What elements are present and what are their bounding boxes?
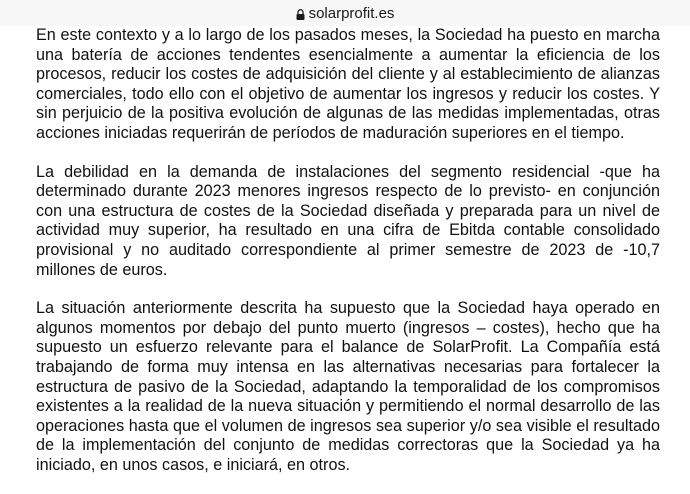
address-bar[interactable]: [0, 0, 690, 26]
lock-icon: [296, 9, 305, 20]
paragraph: En este contexto y a lo largo de los pasados meses, la Sociedad ha puesto en marcha una batería de acciones tendentes esencialmente a aumentar la eficiencia de los procesos, reducir los costes de adquisición del cliente y al establecimiento de alianzas comerciales, todo ello con el objetivo de aumentar los ingresos y reducir los costes. Y sin perjuicio de la positiva evolución de algunas de las medidas implementadas, otras acciones iniciadas requerirán de períodos de maduración superiores en el tiempo.: [36, 26, 660, 142]
paragraph: La debilidad en la demanda de instalaciones del segmento residencial -que ha determinado durante 2023 menores ingresos respecto de lo previsto- en conjunción con una estructura de costes de la Sociedad diseñada y preparada para un nivel de actividad muy superior, ha resultado en una cifra de Ebitda contable consolidado provisional y no auditado correspondiente al primer semestre de 2023 de -10,7 millones de euros.: [36, 162, 660, 279]
paragraph: La situación anteriormente descrita ha supuesto que la Sociedad haya operado en algunos momentos por debajo del punto muerto (ingresos – costes), hecho que ha supuesto un esfuerzo relevante para el balance de SolarProfit. La Compañía está trabajando de forma muy intensa en las alternativas necesarias para fortalecer la estructura de pasivo de la Sociedad, adaptando la temporalidad de los compromisos existentes a la realidad de la nueva situación y permitiendo el normal desarrollo de las operaciones hasta que el volumen de ingresos sea superior y/o sea visible el resultado de la implementación del conjunto de medidas correctoras que la Sociedad ya ha iniciado, en unos casos, e iniciará, en otros.: [36, 299, 660, 474]
article-body: [36, 26, 660, 494]
url-text[interactable]: solarprofit.es: [308, 4, 395, 22]
